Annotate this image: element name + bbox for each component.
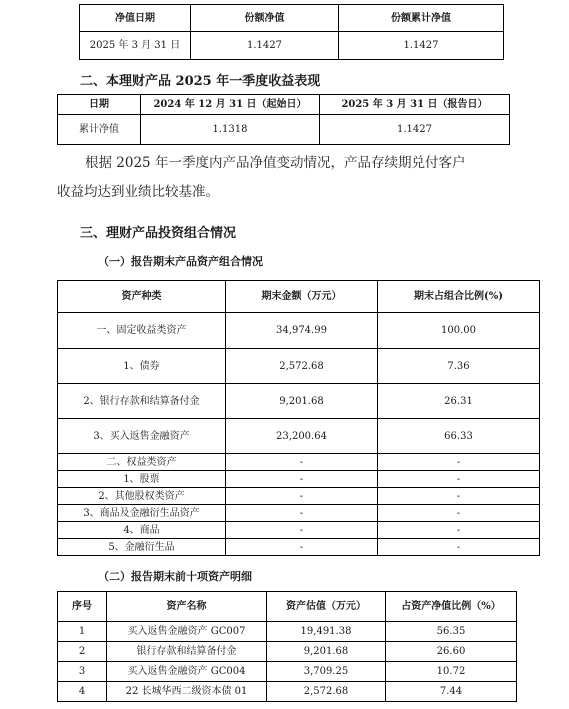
table-cell: 9,201.68 [267, 642, 386, 662]
table-cell: - [226, 505, 378, 522]
table-cell: 56.35 [386, 622, 517, 642]
table-cell: 2,572.68 [267, 682, 386, 702]
table-cell: - [226, 488, 378, 505]
header-cell: 资产种类 [58, 281, 226, 313]
table-cell: 2025 年 3 月 31 日 [80, 32, 191, 60]
header-cell: 资产估值（万元） [267, 592, 386, 622]
table-row [58, 505, 540, 522]
header-cell: 资产名称 [107, 592, 267, 622]
paragraph-line: 收益均达到业绩比较基准。 [57, 184, 219, 200]
table-cell: 100.00 [378, 313, 540, 349]
table-cell: - [226, 471, 378, 488]
header-cell: 净值日期 [80, 5, 191, 32]
header-cell: 2025 年 3 月 31 日（报告日） [320, 95, 510, 115]
table-row [58, 539, 540, 556]
table-row [58, 522, 540, 539]
header-cell: 序号 [58, 592, 107, 622]
table-row [58, 622, 517, 642]
table-cell: - [378, 488, 540, 505]
table-cell: 累计净值 [58, 115, 141, 145]
table-cell: - [378, 505, 540, 522]
header-cell: 期末金额（万元） [226, 281, 378, 313]
table-row [58, 662, 517, 682]
table-cell: 1.1318 [141, 115, 320, 145]
table-row [58, 349, 540, 384]
header-cell: 份额累计净值 [339, 5, 504, 32]
table-cell: 3、商品及金融衍生品资产 [58, 505, 226, 522]
table-row [58, 682, 517, 702]
table-cell: 5、金融衍生品 [58, 539, 226, 556]
table-cell: 1.1427 [339, 32, 504, 60]
table-cell: 3、买入返售金融资产 [58, 419, 226, 454]
table-cell: - [378, 539, 540, 556]
table-cell: 66.33 [378, 419, 540, 454]
table-row [58, 488, 540, 505]
table-row [58, 471, 540, 488]
header-cell: 期末占组合比例(%) [378, 281, 540, 313]
table-cell: 银行存款和结算备付金 [107, 642, 267, 662]
table-cell: 23,200.64 [226, 419, 378, 454]
table-row [58, 384, 540, 419]
table-cell: 二、权益类资产 [58, 454, 226, 471]
table-cell: - [226, 539, 378, 556]
table-cell: 4 [58, 682, 107, 702]
table-cell: 7.44 [386, 682, 517, 702]
table-cell: 2,572.68 [226, 349, 378, 384]
table-cell: 2、银行存款和结算备付金 [58, 384, 226, 419]
subsection-heading: （一）报告期末产品资产组合情况 [98, 255, 263, 268]
table-cell: 买入返售金融资产 GC007 [107, 622, 267, 642]
table-cell: - [226, 522, 378, 539]
table-row [58, 313, 540, 349]
returns-table [57, 94, 510, 145]
header-cell: 2024 年 12 月 31 日（起始日） [141, 95, 320, 115]
table-cell: - [378, 522, 540, 539]
table-cell: - [378, 471, 540, 488]
header-cell: 日期 [58, 95, 141, 115]
table-cell: - [226, 454, 378, 471]
paragraph [57, 149, 517, 207]
table-cell: 3,709.25 [267, 662, 386, 682]
table-cell: 10.72 [386, 662, 517, 682]
table-cell: 1.1427 [320, 115, 510, 145]
table-cell: 9,201.68 [226, 384, 378, 419]
header-cell: 占资产净值比例（%） [386, 592, 517, 622]
table-cell: 22 长城华西二级资本债 01 [107, 682, 267, 702]
table-cell: 19,491.38 [267, 622, 386, 642]
header-cell: 份额净值 [191, 5, 339, 32]
table-cell: 4、商品 [58, 522, 226, 539]
table-cell: 2、其他股权类资产 [58, 488, 226, 505]
table-cell: 1、股票 [58, 471, 226, 488]
table-cell: 一、固定收益类资产 [58, 313, 226, 349]
table-cell: 7.36 [378, 349, 540, 384]
table-cell: 1.1427 [191, 32, 339, 60]
portfolio-table [57, 280, 540, 556]
table-cell: 26.60 [386, 642, 517, 662]
table-cell: 26.31 [378, 384, 540, 419]
paragraph-line: 根据 2025 年一季度内产品净值变动情况，产品存续期兑付客户 [85, 155, 466, 171]
table-cell: 3 [58, 662, 107, 682]
table-row [58, 454, 540, 471]
table-cell: 买入返售金融资产 GC004 [107, 662, 267, 682]
section-heading: 三、理财产品投资组合情况 [80, 226, 237, 241]
table-cell: 34,974.99 [226, 313, 378, 349]
section-heading: 二、本理财产品 2025 年一季度收益表现 [80, 74, 321, 89]
top10-table [57, 591, 517, 702]
nav-table [79, 4, 504, 60]
table-cell: 1、债券 [58, 349, 226, 384]
table-row [58, 419, 540, 454]
table-row [58, 642, 517, 662]
table-cell: 2 [58, 642, 107, 662]
table-cell: 1 [58, 622, 107, 642]
subsection-heading: （二）报告期末前十项资产明细 [98, 570, 252, 583]
table-cell: - [378, 454, 540, 471]
